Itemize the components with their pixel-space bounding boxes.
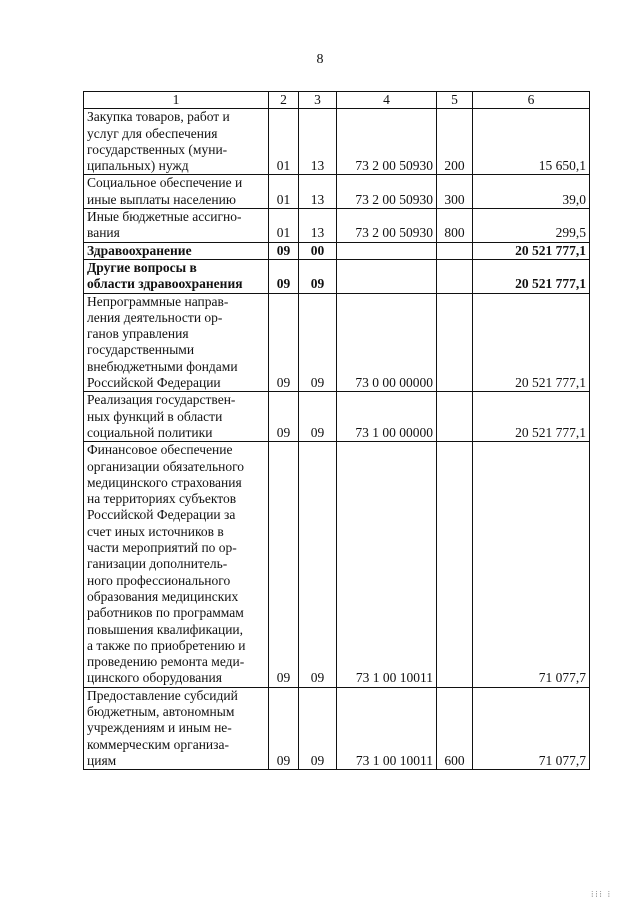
section-code-cell: 09 — [269, 259, 299, 293]
row-name-cell: Другие вопросы в области здравоохранения — [84, 259, 269, 293]
table-row — [84, 259, 590, 293]
subsection-code-cell: 13 — [299, 109, 337, 175]
table-row — [84, 109, 590, 175]
target-article-cell — [337, 259, 437, 293]
expense-type-cell — [437, 293, 473, 392]
expense-type-cell: 800 — [437, 209, 473, 243]
target-article-cell: 73 1 00 10011 — [337, 687, 437, 769]
section-code-cell: 09 — [269, 392, 299, 442]
column-header-6: 6 — [473, 92, 590, 109]
table-row — [84, 175, 590, 209]
target-article-cell — [337, 242, 437, 259]
amount-cell: 71 077,7 — [473, 442, 590, 687]
table-row — [84, 293, 590, 392]
expense-type-cell — [437, 442, 473, 687]
amount-cell: 20 521 777,1 — [473, 259, 590, 293]
row-name-cell: Социальное обеспечение и иные выплаты населению — [84, 175, 269, 209]
table-row — [84, 687, 590, 769]
table-header-row — [84, 92, 590, 109]
expense-type-cell — [437, 392, 473, 442]
row-name-cell: Здравоохранение — [84, 242, 269, 259]
column-header-3: 3 — [299, 92, 337, 109]
target-article-cell: 73 2 00 50930 — [337, 209, 437, 243]
amount-cell: 20 521 777,1 — [473, 392, 590, 442]
subsection-code-cell: 13 — [299, 175, 337, 209]
expense-type-cell — [437, 259, 473, 293]
row-name-cell: Иные бюджетные ассигно- вания — [84, 209, 269, 243]
amount-cell: 20 521 777,1 — [473, 242, 590, 259]
expense-type-cell: 300 — [437, 175, 473, 209]
target-article-cell: 73 0 00 00000 — [337, 293, 437, 392]
column-header-4: 4 — [337, 92, 437, 109]
expense-type-cell: 600 — [437, 687, 473, 769]
amount-cell: 39,0 — [473, 175, 590, 209]
subsection-code-cell: 09 — [299, 293, 337, 392]
target-article-cell: 73 2 00 50930 — [337, 109, 437, 175]
row-name-cell: Предоставление субсидий бюджетным, автономным учреждениям и иным не- коммерческим организа- циям — [84, 687, 269, 769]
target-article-cell: 73 1 00 10011 — [337, 442, 437, 687]
subsection-code-cell: 09 — [299, 687, 337, 769]
section-code-cell: 01 — [269, 209, 299, 243]
row-name-cell: Финансовое обеспечение организации обязательного медицинского страхования на территориях субъектов Российской Федерации за счет иных источников в части мероприятий по ор- ганизации дополнитель- ного профессионального образования медицинских работников по программам повышения квалификации, а также по приобретению и проведению ремонта меди- цинского оборудования — [84, 442, 269, 687]
row-name-cell: Непрограммные направ- ления деятельности ор- ганов управления государственными внебюджетными фондами Российской Федерации — [84, 293, 269, 392]
column-header-5: 5 — [437, 92, 473, 109]
section-code-cell: 09 — [269, 293, 299, 392]
amount-cell: 15 650,1 — [473, 109, 590, 175]
subsection-code-cell: 09 — [299, 392, 337, 442]
amount-cell: 20 521 777,1 — [473, 293, 590, 392]
budget-table — [83, 91, 590, 770]
column-header-1: 1 — [84, 92, 269, 109]
expense-type-cell — [437, 242, 473, 259]
subsection-code-cell: 09 — [299, 259, 337, 293]
expense-type-cell: 200 — [437, 109, 473, 175]
target-article-cell: 73 1 00 00000 — [337, 392, 437, 442]
subsection-code-cell: 13 — [299, 209, 337, 243]
section-code-cell: 09 — [269, 242, 299, 259]
amount-cell: 299,5 — [473, 209, 590, 243]
table-row — [84, 242, 590, 259]
target-article-cell: 73 2 00 50930 — [337, 175, 437, 209]
subsection-code-cell: 09 — [299, 442, 337, 687]
section-code-cell: 09 — [269, 687, 299, 769]
column-header-2: 2 — [269, 92, 299, 109]
table-row — [84, 392, 590, 442]
table-row — [84, 442, 590, 687]
section-code-cell: 01 — [269, 175, 299, 209]
table-row — [84, 209, 590, 243]
row-name-cell: Реализация государствен- ных функций в области социальной политики — [84, 392, 269, 442]
scan-mark: ⁞⁞⁞ ⁞ — [591, 890, 612, 899]
section-code-cell: 09 — [269, 442, 299, 687]
subsection-code-cell: 00 — [299, 242, 337, 259]
page-number: 8 — [316, 52, 324, 67]
section-code-cell: 01 — [269, 109, 299, 175]
amount-cell: 71 077,7 — [473, 687, 590, 769]
row-name-cell: Закупка товаров, работ и услуг для обеспечения государственных (муни- ципальных) нужд — [84, 109, 269, 175]
